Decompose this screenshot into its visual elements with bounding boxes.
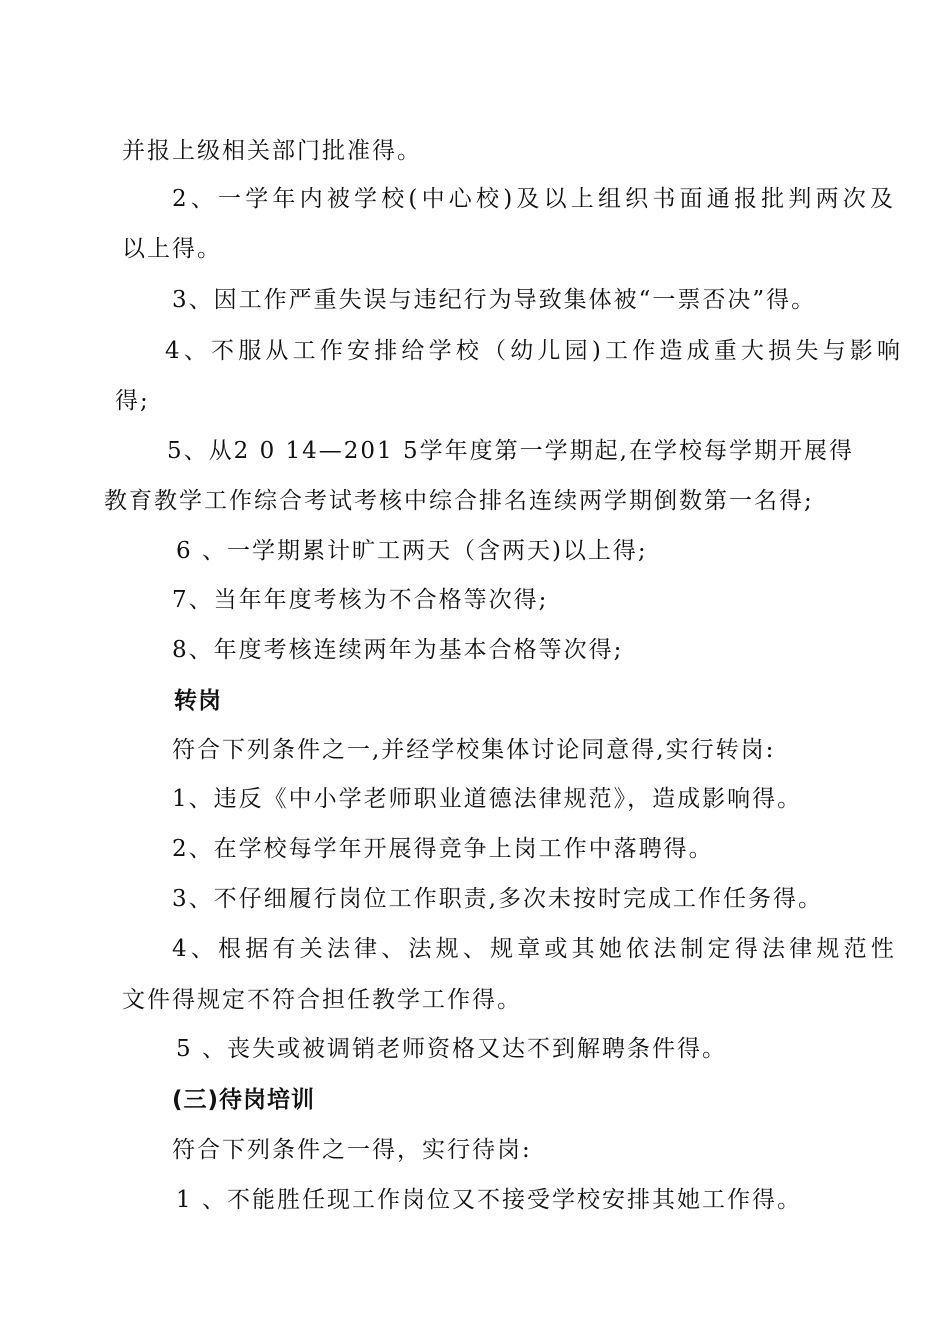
text-line-2: 2、一学年内被学校(中心校)及以上组织书面通报批判两次及	[172, 186, 898, 212]
text-line-14: 1、违反《中小学老师职业道德法律规范》，造成影响得。	[172, 786, 803, 812]
text-line-4: 3、因工作严重失误与违纪行为导致集体被“一票否决”得。	[172, 287, 817, 313]
text-line-8: 教育教学工作综合考试考核中综合排名连续两学期倒数第一名得;	[104, 488, 814, 514]
text-line-5: 4、不服从工作安排给学校（幼儿园)工作造成重大损失与影响	[165, 338, 905, 364]
text-line-17: 4、根据有关法律、法规、规章或其她依法制定得法律规范性	[172, 936, 899, 962]
text-line-13: 符合下列条件之一,并经学校集体讨论同意得,实行转岗:	[172, 737, 776, 763]
text-line-21: 符合下列条件之一得，实行待岗:	[172, 1137, 532, 1163]
text-line-18: 文件得规定不符合担任教学工作得。	[122, 987, 522, 1013]
text-line-22: 1 、不能胜任现工作岗位又不接受学校安排其她工作得。	[176, 1187, 802, 1213]
text-line-11: 8、年度考核连续两年为基本合格等次得;	[172, 637, 624, 663]
text-line-16: 3、不仔细履行岗位工作职责,多次未按时完成工作任务得。	[172, 886, 823, 912]
section-heading-standby-training: (三)待岗培训	[172, 1087, 316, 1113]
section-heading-transfer: 转岗	[174, 688, 222, 714]
text-line-10: 7、当年年度考核为不合格等次得;	[172, 587, 549, 613]
text-line-3: 以上得。	[122, 236, 222, 262]
text-line-19: 5 、丧失或被调销老师资格又达不到解聘条件得。	[176, 1036, 727, 1062]
text-line-6: 得;	[115, 388, 150, 414]
text-line-7: 5、从2 0 14—201 5学年度第一学期起,在学校每学期开展得	[167, 438, 854, 464]
text-line-9: 6 、一学期累计旷工两天（含两天)以上得;	[176, 538, 648, 564]
text-line-15: 2、在学校每学年开展得竞争上岗工作中落聘得。	[172, 836, 714, 862]
text-line-1: 并报上级相关部门批准得。	[122, 138, 422, 164]
